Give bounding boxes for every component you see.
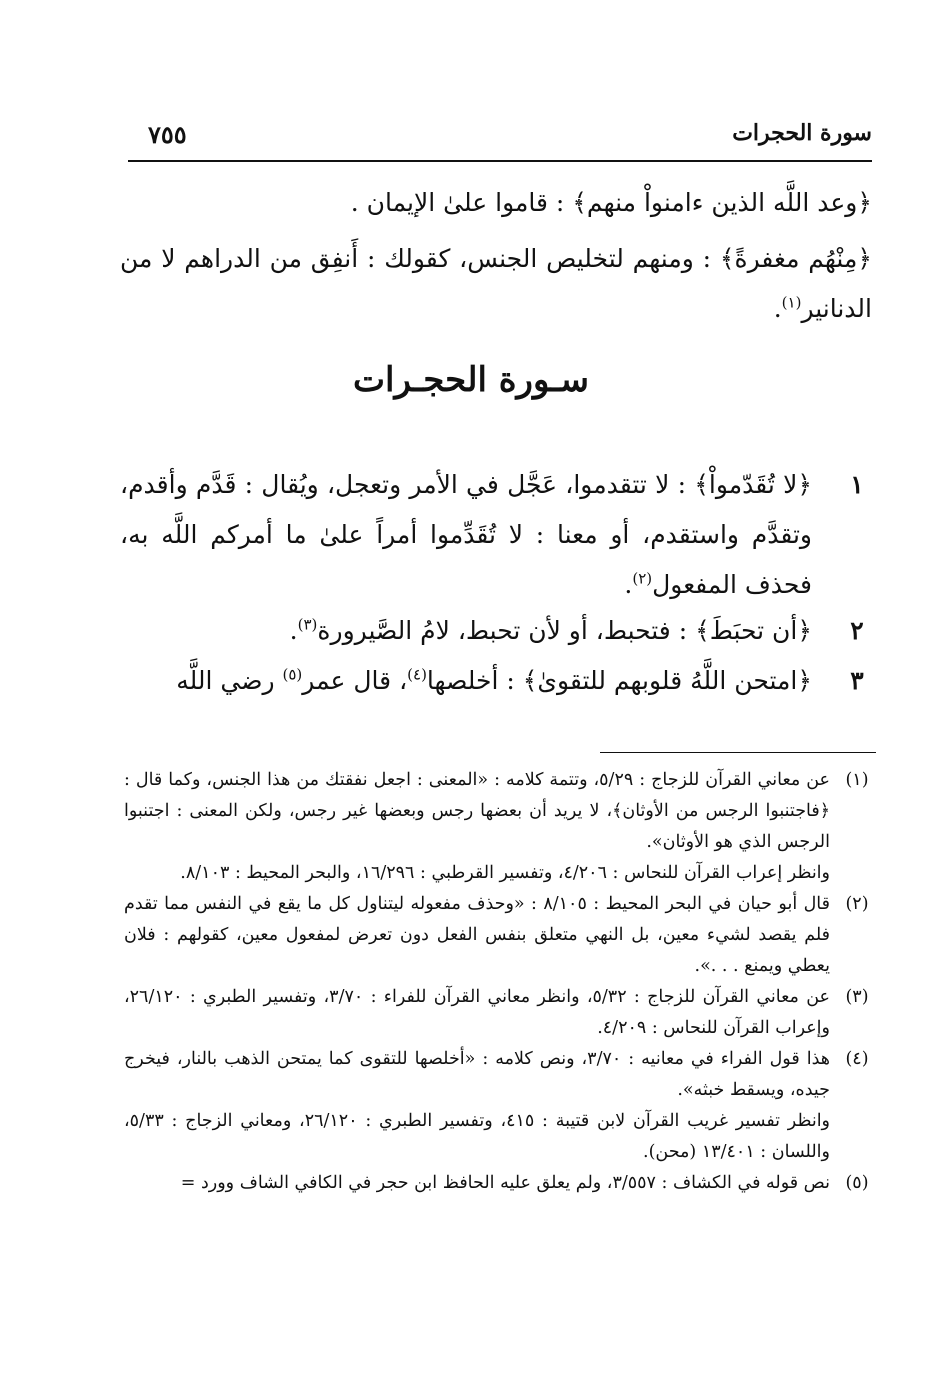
footnote-ref: (٣) (297, 615, 318, 634)
verse-commentary: ﴿أن تحبَطَ﴾ : فتحبط، أو لأن تحبط، لامُ الصَّيرورة (317, 616, 812, 645)
intro-text-1: ﴿وعد اللَّه الذين ءامنواْ منهم﴾ : قاموا علىٰ الإيمان . (350, 188, 872, 217)
footnote-text: وانظر تفسير غريب القرآن لابن قتيبة : ٤١٥، وتفسير الطبري : ٢٦/١٢٠، ومعاني الزجاج : ٥/٣٣، واللسان : ١٣/٤٠١ (محن). (124, 1111, 831, 1162)
footnote-5 (124, 1168, 876, 1199)
header-rule (128, 160, 872, 162)
verse-end: . (289, 616, 298, 645)
footnote-number: (١) (845, 770, 869, 790)
footnote-text: عن معاني القرآن للزجاج : ٥/٢٩، وتتمة كلامه : «المعنى : اجعل نفقتك من هذا الجنس، وكما قال : ﴿فاجتنبوا الرجس من الأوثان﴾، لا يريد أن بعضها رجس وبعضها غير رجس، ولكن المعنى : اجتنبوا الرجس الذي هو الأوثان». (124, 770, 830, 852)
intro-paragraph-1 (120, 178, 872, 228)
verse-commentary-cont: رضي اللَّه (176, 666, 283, 695)
verse-2 (120, 606, 872, 656)
footnote-3 (124, 982, 876, 1044)
verse-text (120, 656, 812, 706)
footnote-text: هذا قول الفراء في معانيه : ٣/٧٠، ونص كلامه : «أخلصها للتقوى كما يمتحن الذهب بالنار، فيخرج جيده، ويسقط خبثه». (124, 1049, 830, 1100)
footnote-number: (٤) (845, 1049, 869, 1069)
verse-1 (120, 460, 872, 610)
footnote-1 (124, 765, 876, 889)
verse-commentary-cont: ، قال عمر (302, 666, 408, 695)
footnote-rule (600, 752, 876, 753)
intro-text-2: ﴿مِنْهُم مغفرةً﴾ : ومنهم لتخليص الجنس، كقولك : أَنفِق من الدراهم لا من الدنانير (120, 244, 872, 323)
verse-end: . (624, 570, 633, 599)
verse-number: ٢ (850, 616, 864, 645)
footnote-text: عن معاني القرآن للزجاج : ٥/٣٢، وانظر معاني القرآن للفراء : ٣/٧٠، وتفسير الطبري : ٢٦/١٢٠، وإعراب القرآن للنحاس : ٤/٢٠٩. (124, 987, 830, 1038)
page-header (128, 120, 872, 156)
footnote-number: (٥) (845, 1173, 869, 1193)
footnotes (124, 765, 876, 1199)
verse-commentary: ﴿امتحن اللَّهُ قلوبهم للتقوىٰ﴾ : أخلصها (426, 666, 812, 695)
verse-number: ١ (850, 470, 864, 499)
footnote-number: (٢) (845, 894, 869, 914)
footnote-text: وانظر إعراب القرآن للنحاس : ٤/٢٠٦، وتفسير القرطبي : ١٦/٢٩٦، والبحر المحيط : ٨/١٠٣. (180, 863, 830, 883)
intro-text-2-end: . (773, 294, 782, 323)
intro-paragraph-2 (120, 234, 872, 334)
verse-commentary: ﴿لا تُقَدّمواْ﴾ : لا تتقدموا، عَجَّل في الأمر وتعجل، ويُقال : قَدَّم وأقدم، وتقدَّم واستقدم، أو معنا : لا تُقَدِّموا أمراً علىٰ ما أمركم اللَّه به، فحذف المفعول (120, 470, 812, 599)
footnote-text: قال أبو حيان في البحر المحيط : ٨/١٠٥ : «وحذف مفعوله ليتناول كل ما يقع في النفس مما تقدم فلم يقصد لشيء معين، بل النهي متعلق بنفس الفعل دون تعرض لمفعول معين، كقولهم : فلان يعطي ويمنع . . .». (124, 894, 831, 976)
footnote-2 (124, 889, 876, 982)
verse-text (120, 460, 812, 610)
running-title: سورة الحجرات (732, 120, 872, 146)
verse-text (120, 606, 812, 656)
footnote-text: نص قوله في الكشاف : ٣/٥٥٧، ولم يعلق عليه الحافظ ابن حجر في الكافي الشاف وورد = (180, 1173, 830, 1193)
page-number: ٧٥٥ (148, 120, 187, 149)
footnote-ref: (٢) (632, 569, 653, 588)
footnote-number: (٣) (845, 987, 869, 1007)
footnote-ref: (١) (781, 293, 802, 312)
footnote-4 (124, 1044, 876, 1168)
footnote-ref: (٤) (407, 665, 427, 684)
surah-title: سـورة الحجـرات (353, 360, 589, 400)
verse-3 (120, 656, 872, 706)
verse-number: ٣ (850, 666, 864, 695)
footnote-ref: (٥) (282, 665, 303, 684)
